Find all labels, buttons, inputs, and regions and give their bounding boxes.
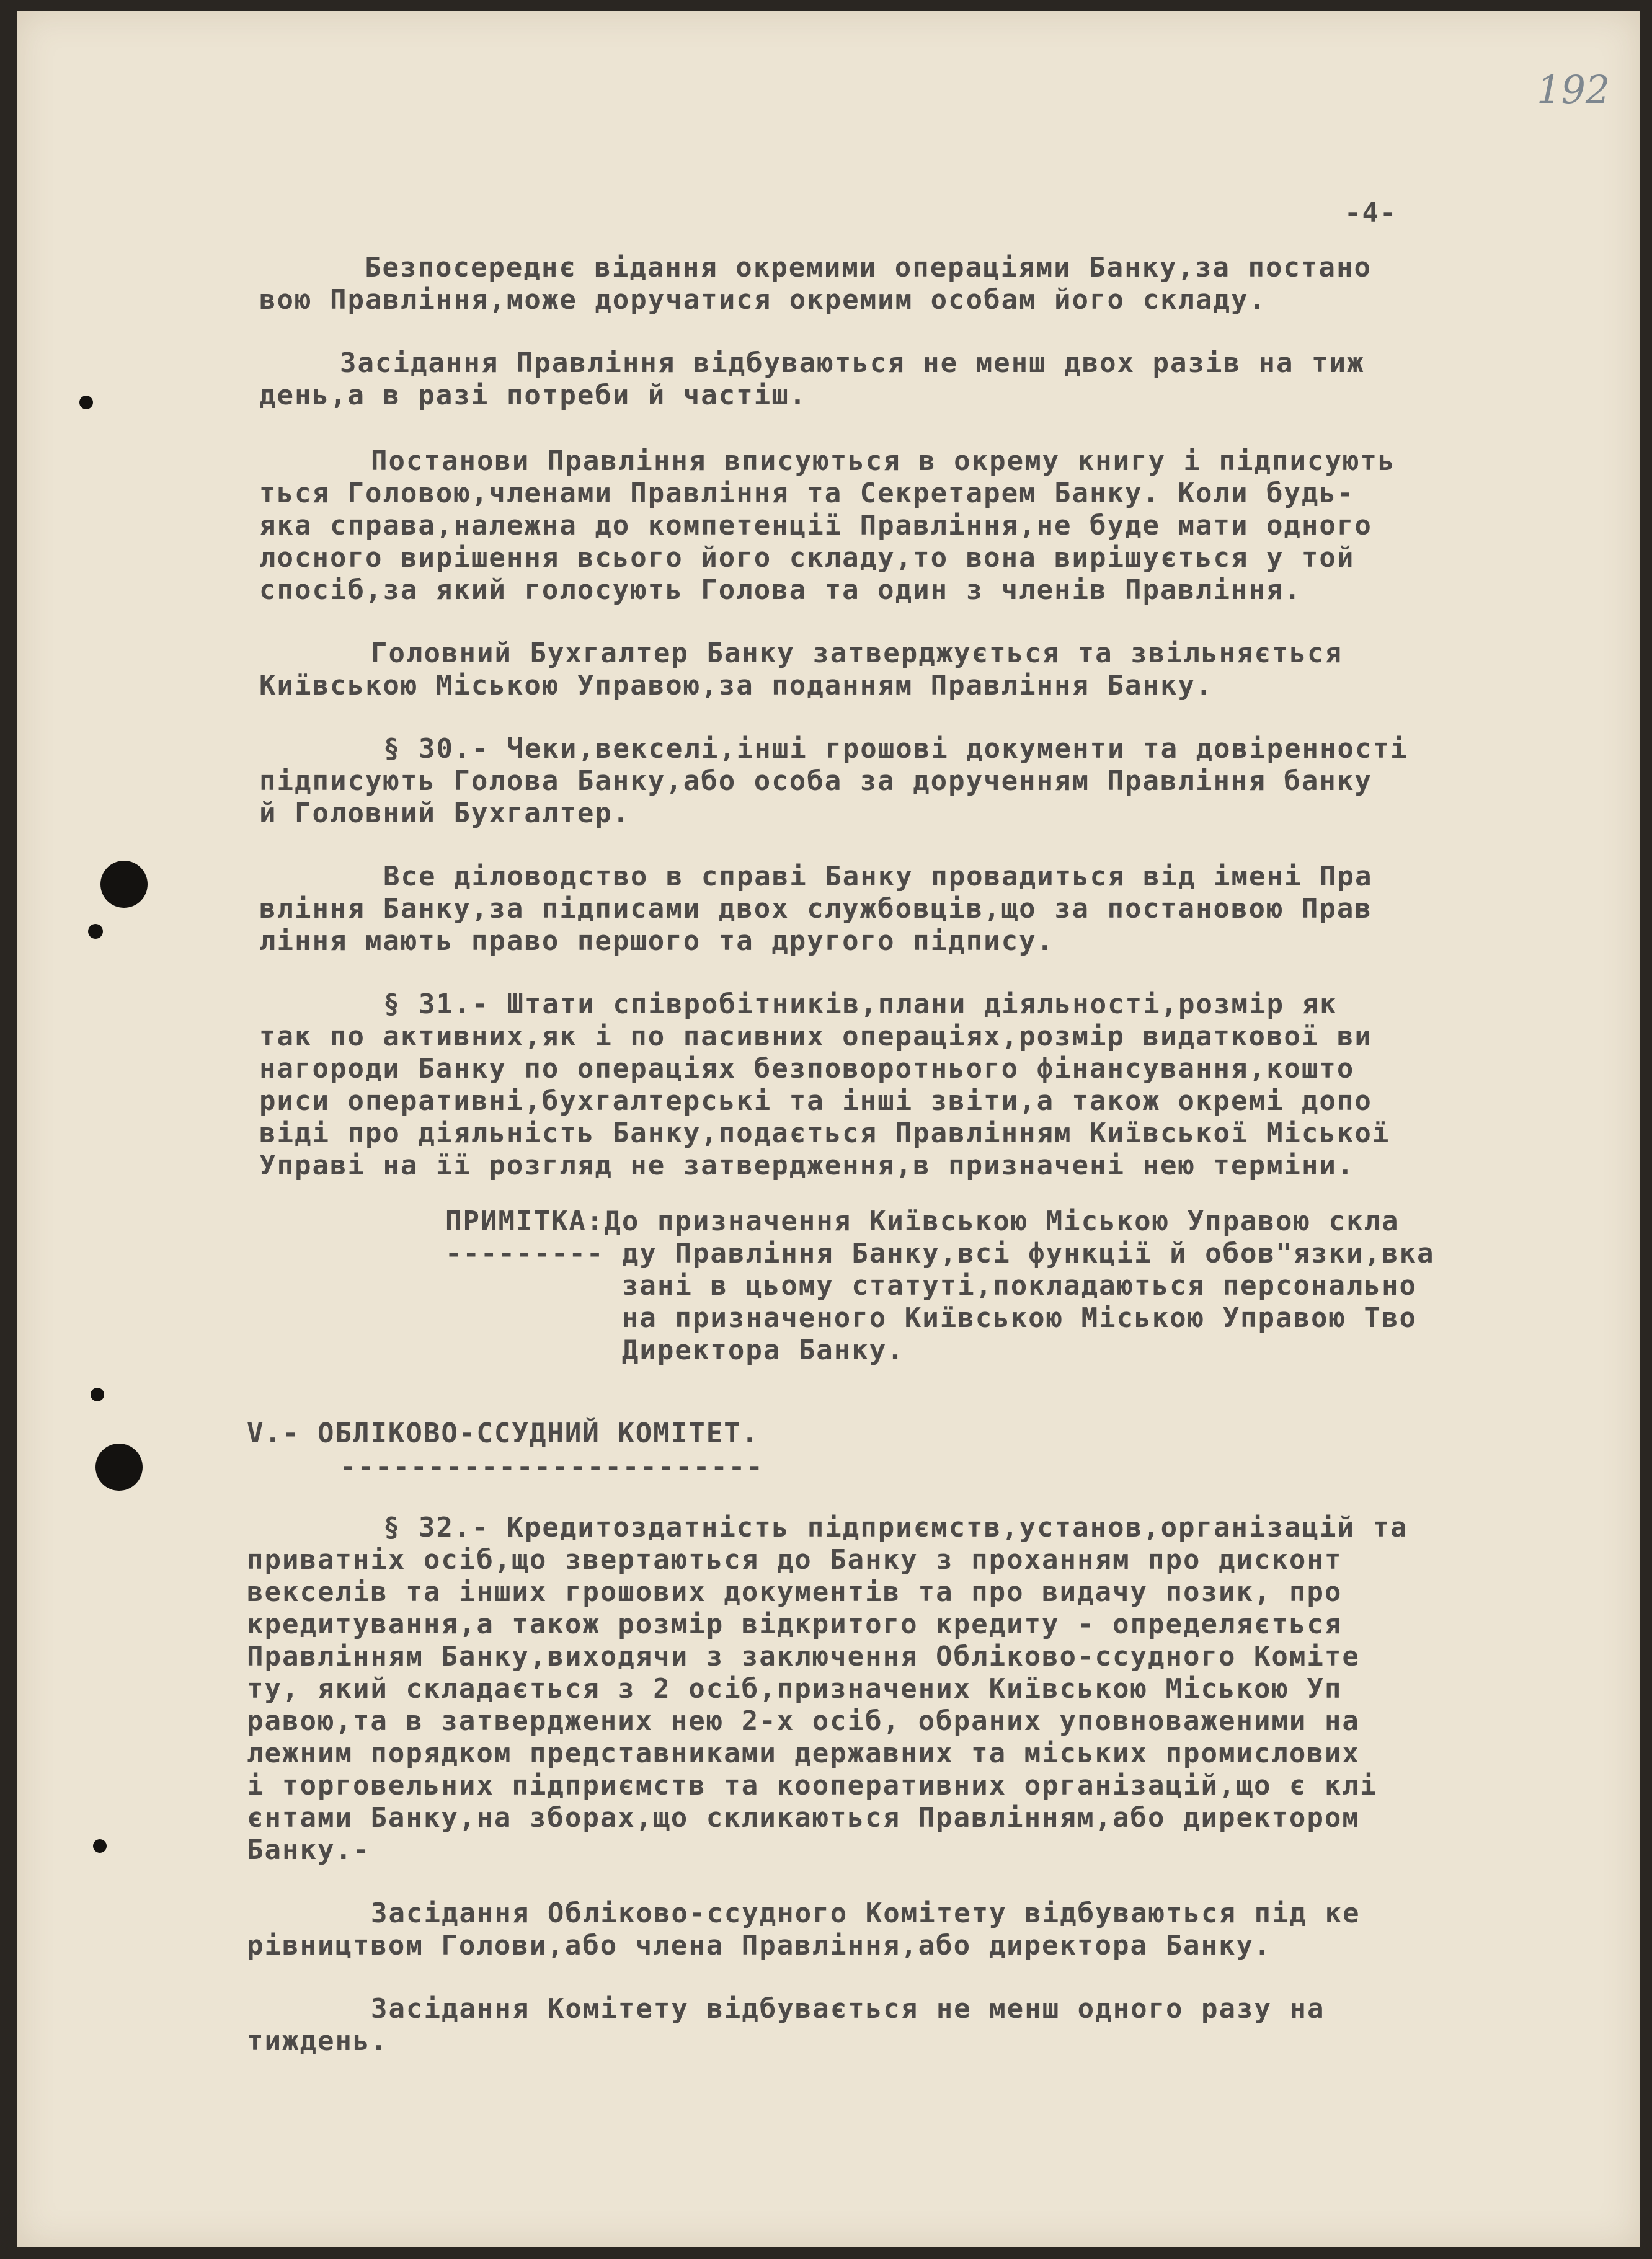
text-line: єнтами Банку,на зборах,що скликаються Правлінням,або директором bbox=[247, 1802, 1360, 1834]
page-number: -4- bbox=[1344, 197, 1398, 229]
text-line: ться Головою,членами Правління та Секретарем Банку. Коли будь- bbox=[259, 477, 1355, 509]
text-line: вління Банку,за підписами двох службовців,що за постановою Прав bbox=[259, 893, 1372, 925]
text-line: приватніх осіб,що звертаються до Банку з проханням про дисконт bbox=[247, 1544, 1343, 1576]
text-line: Управі на її розгляд не затвердження,в призначені нею терміни. bbox=[259, 1150, 1355, 1181]
text-line: спосіб,за який голосують Голова та один з членів Правління. bbox=[259, 574, 1302, 606]
text-line: Засідання Комітету відбувається не менш одного разу на bbox=[371, 1993, 1325, 2025]
text-line: Банку.- bbox=[247, 1834, 371, 1866]
note-line: зані в цьому статуті,покладаються персонально bbox=[445, 1270, 1417, 1302]
text-line: нагороди Банку по операціях безповоротнього фінансування,кошто bbox=[259, 1053, 1355, 1085]
text-line: ту, який складається з 2 осіб,призначених Київською Міською Уп bbox=[247, 1673, 1343, 1705]
text-line: Засідання Обліково-ссудного Комітету відбуваються під ке bbox=[371, 1897, 1361, 1929]
text-line: Засідання Правління відбуваються не менш двох разів на тиж bbox=[340, 347, 1365, 379]
text-line: § 31.- Штати співробітників,плани діяльності,розмір як bbox=[383, 988, 1338, 1020]
text-line: ління мають право першого та другого підпису. bbox=[259, 925, 1055, 957]
text-line: рівництвом Голови,або члена Правління,або директора Банку. bbox=[247, 1930, 1272, 1961]
text-line: § 32.- Кредитоздатність підприємств,установ,організацій та bbox=[383, 1512, 1408, 1543]
text-line: підписують Голова Банку,або особа за дорученням Правління банку bbox=[259, 765, 1372, 797]
punch-mark bbox=[79, 396, 93, 409]
text-line: Постанови Правління вписуються в окрему книгу і підписують bbox=[371, 445, 1396, 477]
note-line: --------- ду Правління Банку,всі функції й обов"язки,вка bbox=[445, 1238, 1435, 1269]
text-line: віді про діяльність Банку,подається Правлінням Київської Міської bbox=[259, 1117, 1390, 1149]
text-line: яка справа,належна до компетенції Правління,не буде мати одного bbox=[259, 510, 1372, 541]
text-line: Безпосереднє відання окремими операціями Банку,за постано bbox=[365, 252, 1372, 283]
text-line: лосного вирішення всього його складу,то вона вирішується у той bbox=[259, 542, 1355, 574]
text-line: й Головний Бухгалтер. bbox=[259, 797, 631, 829]
text-line: Київською Міською Управою,за поданням Правління Банку. bbox=[259, 670, 1214, 701]
text-line: день,а в разі потреби й частіш. bbox=[259, 379, 807, 411]
punch-mark bbox=[88, 924, 103, 939]
text-line: равою,та в затверджених нею 2-х осіб, обраних уповноваженими на bbox=[247, 1705, 1360, 1737]
text-line: і торговельних підприємств та кооперативних організацій,що є клі bbox=[247, 1770, 1378, 1801]
text-line: лежним порядком представниками державних та міських промислових bbox=[247, 1738, 1360, 1769]
section-heading: V.- ОБЛІКОВО-ССУДНИЙ КОМІТЕТ. bbox=[247, 1418, 760, 1449]
folio-number: 192 bbox=[1537, 67, 1610, 112]
text-line: кредитування,а також розмір відкритого кредиту - определяється bbox=[247, 1609, 1343, 1640]
text-line: Головний Бухгалтер Банку затверджується та звільняється bbox=[371, 637, 1343, 669]
section-heading-underline: ------------------------ bbox=[340, 1451, 764, 1483]
text-line: вою Правління,може доручатися окремим особам його складу. bbox=[259, 284, 1266, 316]
punch-mark bbox=[91, 1388, 104, 1401]
punch-hole bbox=[100, 861, 148, 908]
text-line: векселів та інших грошових документів та про видачу позик, про bbox=[247, 1576, 1343, 1608]
punch-hole bbox=[95, 1444, 143, 1491]
text-line: так по активних,як і по пасивних операціях,розмір видаткової ви bbox=[259, 1021, 1372, 1052]
text-line: Все діловодство в справі Банку провадиться від імені Пра bbox=[383, 861, 1373, 892]
punch-mark bbox=[93, 1839, 107, 1853]
note-line: на призначеного Київською Міською Управою Тво bbox=[445, 1302, 1417, 1334]
note-line: ПРИМІТКА:До призначення Київською Міською Управою скла bbox=[445, 1205, 1400, 1237]
paper-sheet bbox=[17, 11, 1640, 2247]
text-line: Правлінням Банку,виходячи з заключення Обліково-ссудного Коміте bbox=[247, 1641, 1360, 1672]
text-line: § 30.- Чеки,векселі,інші грошові документи та довіренності bbox=[383, 733, 1408, 765]
text-line: риси оперативні,бухгалтерські та інші звіти,а також окремі допо bbox=[259, 1085, 1372, 1117]
text-line: тиждень. bbox=[247, 2025, 388, 2057]
note-line: Директора Банку. bbox=[445, 1334, 905, 1366]
